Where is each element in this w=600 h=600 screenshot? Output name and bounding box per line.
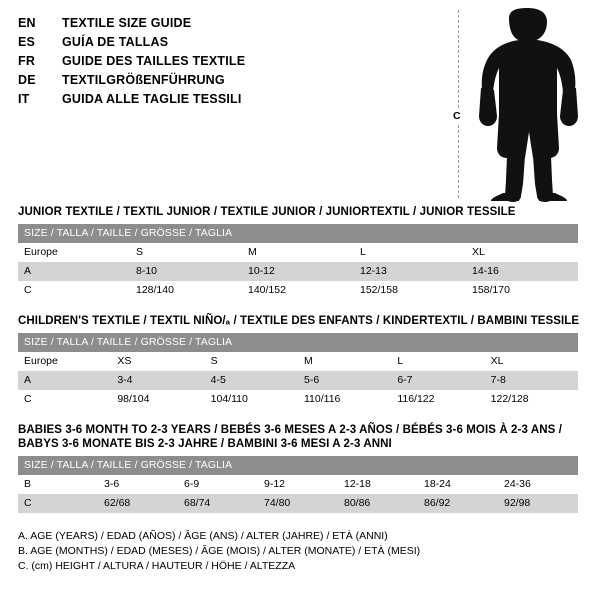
row-label: B — [18, 475, 98, 494]
section-title: CHILDREN'S TEXTILE / TEXTIL NIÑO/ₐ / TEXTILE DES ENFANTS / KINDERTEXTIL / BAMBINI TESSILE — [18, 315, 580, 327]
cell: 14-16 — [466, 262, 578, 281]
cell: 80/86 — [338, 494, 418, 513]
language-row — [18, 33, 448, 52]
cell: XL — [485, 352, 578, 371]
language-code: EN — [18, 16, 36, 30]
language-row — [18, 90, 448, 109]
language-title: GUÍA DE TALLAS — [62, 35, 169, 49]
cell: 4-5 — [205, 371, 298, 390]
cell: L — [391, 352, 484, 371]
cell: M — [242, 243, 354, 262]
row-label: A — [18, 371, 111, 390]
cell: L — [354, 243, 466, 262]
children-size-table — [18, 333, 578, 409]
height-measure-line — [458, 10, 459, 198]
cell: 158/170 — [466, 281, 578, 300]
language-title: TEXTILE SIZE GUIDE — [62, 16, 192, 30]
section-children — [18, 314, 588, 409]
section-babies — [18, 423, 588, 513]
table-row — [18, 262, 578, 281]
table-row — [18, 390, 578, 409]
cell: 152/158 — [354, 281, 466, 300]
language-header — [18, 14, 448, 109]
language-title: GUIDE DES TAILLES TEXTILE — [62, 54, 246, 68]
section-title: BABIES 3-6 MONTH TO 2-3 YEARS / BEBÉS 3-6 MESES A 2-3 AÑOS / BÉBÉS 3-6 MOIS À 2-3 ANS / BABYS 3-6 MONATE BIS 2-3 JAHRE / BAMBINI 3-6 MESI A 2-3 ANNI — [18, 424, 562, 450]
language-code: DE — [18, 73, 36, 87]
cell: 8-10 — [130, 262, 242, 281]
table-header-row — [18, 456, 578, 475]
cell: 7-8 — [485, 371, 578, 390]
table-header-row — [18, 333, 578, 352]
section-title: JUNIOR TEXTILE / TEXTIL JUNIOR / TEXTILE JUNIOR / JUNIORTEXTIL / JUNIOR TESSILE — [18, 206, 516, 218]
table-row — [18, 243, 578, 262]
row-label: Europe — [18, 243, 130, 262]
cell: 86/92 — [418, 494, 498, 513]
language-code: ES — [18, 35, 36, 49]
cell: XL — [466, 243, 578, 262]
cell: 122/128 — [485, 390, 578, 409]
language-row — [18, 52, 448, 71]
language-title: TEXTILGRÖßENFÜHRUNG — [62, 73, 225, 87]
cell: 62/68 — [98, 494, 178, 513]
table-row — [18, 475, 578, 494]
cell: 6-7 — [391, 371, 484, 390]
cell: 92/98 — [498, 494, 578, 513]
cell: 6-9 — [178, 475, 258, 494]
row-label: C — [18, 281, 130, 300]
language-code: FR — [18, 54, 36, 68]
cell: 3-4 — [111, 371, 204, 390]
cell: 68/74 — [178, 494, 258, 513]
cell: 3-6 — [98, 475, 178, 494]
legend-item: C. (cm) HEIGHT / ALTURA / HAUTEUR / HÖHE / ALTEZZA — [18, 560, 296, 572]
section-junior — [18, 205, 588, 300]
language-title: GUIDA ALLE TAGLIE TESSILI — [62, 92, 242, 106]
table-row — [18, 371, 578, 390]
table-header-label: SIZE / TALLA / TAILLE / GRÖSSE / TAGLIA — [18, 224, 578, 243]
cell: 104/110 — [205, 390, 298, 409]
cell: 74/80 — [258, 494, 338, 513]
cell: 24-36 — [498, 475, 578, 494]
language-row — [18, 14, 448, 33]
babies-size-table — [18, 456, 578, 513]
legend-item: B. AGE (MONTHS) / EDAD (MESES) / ÂGE (MOIS) / ALTER (MONATE) / ETÀ (MESI) — [18, 545, 421, 557]
cell: S — [205, 352, 298, 371]
cell: 98/104 — [111, 390, 204, 409]
cell: 110/116 — [298, 390, 391, 409]
cell: 116/122 — [391, 390, 484, 409]
row-label: Europe — [18, 352, 111, 371]
table-header-label: SIZE / TALLA / TAILLE / GRÖSSE / TAGLIA — [18, 333, 578, 352]
table-row — [18, 281, 578, 300]
row-label: A — [18, 262, 130, 281]
row-label: C — [18, 494, 98, 513]
cell: 128/140 — [130, 281, 242, 300]
cell: 12-18 — [338, 475, 418, 494]
language-code: IT — [18, 92, 30, 106]
language-row — [18, 71, 448, 90]
table-row — [18, 494, 578, 513]
table-row — [18, 352, 578, 371]
legend — [18, 529, 588, 574]
row-label: C — [18, 390, 111, 409]
cell: 140/152 — [242, 281, 354, 300]
cell: 9-12 — [258, 475, 338, 494]
junior-size-table — [18, 224, 578, 300]
figure-area — [445, 6, 595, 206]
cell: S — [130, 243, 242, 262]
table-header-row — [18, 224, 578, 243]
legend-item: A. AGE (YEARS) / EDAD (AÑOS) / ÂGE (ANS) / ALTER (JAHRE) / ETÀ (ANNI) — [18, 530, 388, 542]
table-header-label: SIZE / TALLA / TAILLE / GRÖSSE / TAGLIA — [18, 456, 578, 475]
child-silhouette-icon — [475, 8, 587, 208]
cell: XS — [111, 352, 204, 371]
cell: 18-24 — [418, 475, 498, 494]
cell: M — [298, 352, 391, 371]
cell: 12-13 — [354, 262, 466, 281]
cell: 10-12 — [242, 262, 354, 281]
cell: 5-6 — [298, 371, 391, 390]
height-measure-label: C — [453, 110, 461, 122]
